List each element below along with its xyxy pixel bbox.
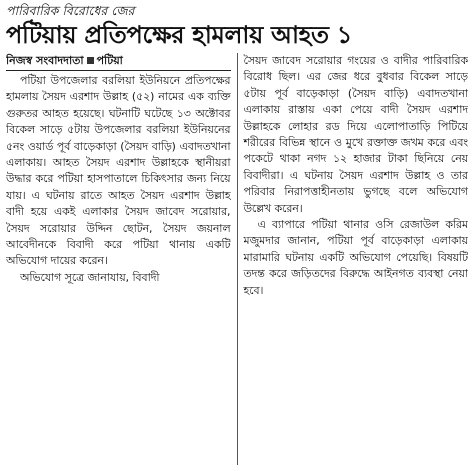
headline: পটিয়ায় প্রতিপক্ষের হামলায় আহত ১ — [6, 21, 353, 49]
body-paragraph: অভিযোগ সূত্রে জানাযায়, বিবাদী — [20, 270, 160, 284]
left-column — [6, 53, 237, 465]
byline — [6, 53, 231, 71]
square-bullet-icon — [87, 57, 94, 64]
body-paragraph: সৈয়দ জাবেদ সরোয়ার গংয়ের ও বাদীর পারিবারিক বিরোধ ছিল। এর জের ধরে বুধবার বিকেল সাড়ে ৫টায় পূর্ব বাড়েকাড়া (সৈয়দ বাড়ি) এবাদতখানা এলাকায় রাস্তায় একা পেয়ে বাদী সৈয়দ এরশাদ উল্লাহকে লোহার রড দিয়ে এলোপাতাড়ি পিটিয়ে শরীরের বিভিন্ন স্থানে ও মুখে রক্তাক্ত জখম করে এবং পকেটে থাকা নগদ ১২ হাজার টাকা ছিনিয়ে নেয় বিবাদীরা। এ ঘটনায় সৈয়দ এরশাদ উল্লাহ ও তার পরিবার নিরাপত্তাহীনতায় ভুগছে বলে অভিযোগ উল্লেখ করেন। — [243, 54, 468, 215]
reporter-name: নিজস্ব সংবাদদাতা — [6, 54, 84, 67]
dateline: পটিয়া — [96, 54, 123, 67]
right-column — [238, 53, 469, 465]
body-paragraph: এ ব্যাপারে পটিয়া থানার ওসি রেজাউল করিম মজুমদার জানান, পটিয়া পূর্ব বাড়েকাড়া এলাকায় মারামারি ঘটনায় একটি অভিযোগ পেয়েছি। বিষয়টি তদন্ত করে জড়িতদের বিরুদ্ধে আইনগত ব্যবস্থা নেয়া হবে। — [243, 218, 468, 297]
article-columns — [6, 53, 468, 465]
kicker: পারিবারিক বিরোধের জের — [6, 3, 135, 18]
body-paragraph: পটিয়া উপজেলার বরলিয়া ইউনিয়নে প্রতিপক্ষের হামলায় সৈয়দ এরশাদ উল্লাহ (৫২) নামের এক ব্যক্তি গুরুতর আহত হয়েছে। ঘটনাটি ঘটেছে ১৩ অক্টোবর বিকেল সাড়ে ৫টায় উপজেলার বরলিয়া ইউনিয়নের ৫নং ওয়ার্ড পূর্ব বাড়েকাড়া (সৈয়দ বাড়ি) এবাদতখানা এলাকায়। আহত সৈয়দ এরশাদ উল্লাহকে স্থানীয়রা উদ্ধার করে পটিয়া হাসপাতালে চিকিৎসার জন্য নিয়ে যায়। এ ঘটনায় রাতে আহত সৈয়দ এরশাদ উল্লাহ বাদী হয়ে একই এলাকার সৈয়দ জাবেদ সরোয়ার, সৈয়দ সরোয়ার উদ্দিন ছোটন, সৈয়দ জয়নাল আবেদীনকে বিবাদী করে পটিয়া থানায় একটি অভিযোগ দায়ের করেন। — [6, 74, 231, 268]
